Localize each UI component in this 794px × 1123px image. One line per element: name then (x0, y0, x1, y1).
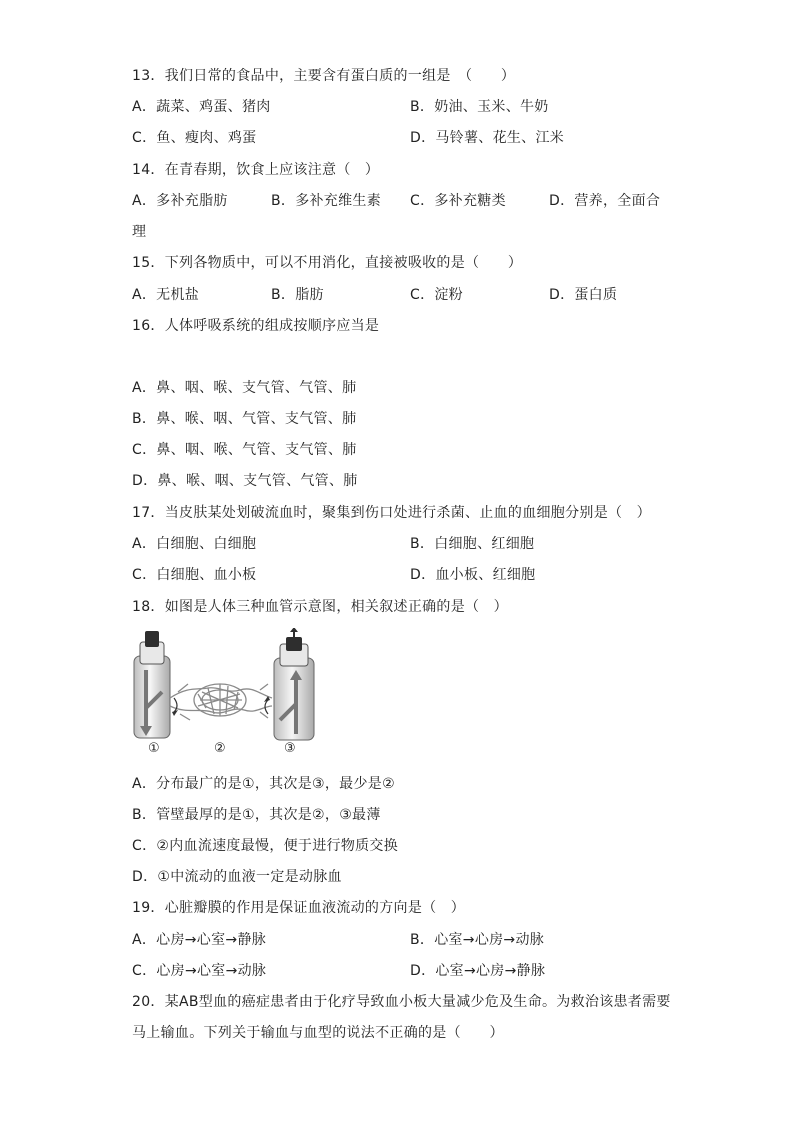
q13-option-a: A．蔬菜、鸡蛋、猪肉 (132, 99, 271, 115)
question-17-stem: 17．当皮肤某处划破流血时，聚集到伤口处进行杀菌、止血的血细胞分别是（ ） (132, 505, 651, 521)
q17-option-b: B．白细胞、红细胞 (410, 536, 535, 552)
q14-option-a: A．多补充脂肪 (132, 193, 228, 209)
q16-option-b: B．鼻、喉、咽、气管、支气管、肺 (132, 411, 357, 427)
q19-option-a: A．心房→心室→静脉 (132, 932, 267, 948)
figure-label-1: ① (148, 741, 160, 756)
question-19-stem: 19．心脏瓣膜的作用是保证血液流动的方向是（ ） (132, 900, 466, 916)
question-14-stem: 14．在青春期，饮食上应该注意（ ） (132, 162, 380, 178)
question-20-stem: 20．某AB型血的癌症患者由于化疗导致血小板大量减少危及生命。为救治该患者需要 (132, 994, 671, 1010)
blood-vessel-diagram (128, 628, 320, 758)
q15-option-a: A．无机盐 (132, 287, 200, 303)
q14-option-d-wrap: 理 (132, 224, 147, 240)
q19-option-d: D．心室→心房→静脉 (410, 963, 546, 979)
flow-arrow-left-icon (174, 698, 177, 712)
q13-option-d: D．马铃薯、花生、江米 (410, 130, 565, 146)
blood-vessel-svg (128, 628, 320, 758)
q14-option-d: D．营养，全面合 (549, 193, 661, 209)
q18-option-a: A．分布最广的是①，其次是③，最少是② (132, 776, 395, 792)
q13-option-c: C．鱼、瘦肉、鸡蛋 (132, 130, 257, 146)
q13-option-b: B．奶油、玉米、牛奶 (410, 99, 549, 115)
q14-option-c: C．多补充糖类 (410, 193, 506, 209)
q16-option-a: A．鼻、咽、喉、支气管、气管、肺 (132, 380, 357, 396)
q19-option-c: C．心房→心室→动脉 (132, 963, 267, 979)
q17-option-a: A．白细胞、白细胞 (132, 536, 257, 552)
q15-option-c: C．淀粉 (410, 287, 463, 303)
figure-label-3: ③ (284, 741, 296, 756)
q16-option-d: D．鼻、喉、咽、支气管、气管、肺 (132, 473, 358, 489)
q16-option-c: C．鼻、咽、喉、气管、支气管、肺 (132, 442, 357, 458)
q18-option-d: D．①中流动的血液一定是动脉血 (132, 869, 342, 885)
q19-option-b: B．心室→心房→动脉 (410, 932, 545, 948)
question-18-stem: 18．如图是人体三种血管示意图，相关叙述正确的是（ ） (132, 599, 508, 615)
artery-vessel (134, 631, 170, 738)
q18-option-c: C．②内血流速度最慢，便于进行物质交换 (132, 838, 399, 854)
question-16-stem: 16．人体呼吸系统的组成按顺序应当是 (132, 318, 380, 334)
q15-option-b: B．脂肪 (271, 287, 324, 303)
q18-option-b: B．管壁最厚的是①，其次是②，③最薄 (132, 807, 381, 823)
question-20-stem-cont: 马上输血。下列关于输血与血型的说法不正确的是（ ） (132, 1025, 504, 1041)
question-15-stem: 15．下列各物质中，可以不用消化，直接被吸收的是（ ） (132, 255, 523, 271)
vein-vessel (274, 628, 314, 740)
question-13-stem: 13．我们日常的食品中，主要含有蛋白质的一组是 （ ） (132, 68, 516, 84)
q17-option-c: C．白细胞、血小板 (132, 567, 257, 583)
q14-option-b: B．多补充维生素 (271, 193, 382, 209)
q15-option-d: D．蛋白质 (549, 287, 618, 303)
capillary-network (170, 684, 272, 720)
figure-label-2: ② (214, 741, 226, 756)
q17-option-d: D．血小板、红细胞 (410, 567, 536, 583)
